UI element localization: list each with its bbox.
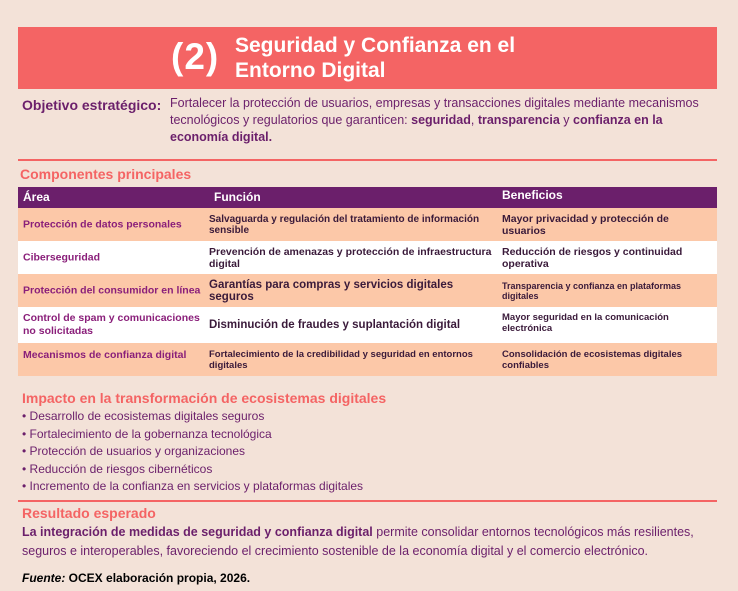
row-area: Protección de datos personales [23,218,182,230]
row-beneficios: Transparencia y confianza en plataformas digitales [502,280,682,301]
table-row [18,343,717,376]
result-title: Resultado esperado [22,505,156,521]
source-text: OCEX elaboración propia, 2026. [65,571,251,585]
result-bold: La integración de medidas de seguridad y confianza digital [22,525,373,539]
table-row [18,307,717,343]
row-funcion: Fortalecimiento de la credibilidad y seguridad en entornos digitales [209,348,473,371]
objective-text-plain: Fortalecer la protección de usuarios, empresas y transacciones digitales mediante mecanismos tecnológicos y regulatorios que garanticen: [170,96,699,127]
source-label: Fuente: [22,571,66,585]
table-header [18,187,717,208]
list-item: • Fortalecimiento de la gobernanza tecnológica [22,426,363,444]
list-item: • Reducción de riesgos cibernéticos [22,461,363,479]
objective-sep-2: y [559,113,574,127]
result-body: permite consolidar entornos tecnológicos más resilientes, seguros e interoperables, favoreciendo el crecimiento sostenible de la economía digital y el comercio electrónico. [22,525,694,558]
row-area: Control de spam y comunicaciones no solicitadas [23,312,200,337]
source-note [22,571,250,585]
row-funcion: Salvaguarda y regulación del tratamiento de información sensible [209,213,480,236]
row-beneficios: Mayor seguridad en la comunicación electrónica [502,312,669,334]
row-area: Ciberseguridad [23,251,101,263]
objective-bold-transparency: transparencia [477,113,560,127]
row-beneficios: Consolidación de ecosistemas digitales confiables [502,348,683,371]
result-text [22,523,722,560]
row-beneficios: Mayor privacidad y protección de usuarios [502,212,669,237]
table-row [18,241,717,274]
objective-sep-1: , [470,113,478,127]
objective-bold-security: seguridad [411,113,471,127]
table-row [18,208,717,241]
title-banner [18,27,717,89]
row-area: Protección del consumidor en línea [23,284,201,296]
impact-title: Impacto en la transformación de ecosistemas digitales [22,390,387,406]
divider [18,159,717,161]
row-funcion: Garantías para compras y servicios digitales seguros [209,278,454,303]
header-area: Área [23,190,50,204]
page-title: Seguridad y Confianza en el Entorno Digital [235,34,516,82]
row-area: Mecanismos de confianza digital [23,349,187,361]
header-funcion: Función [214,190,261,204]
divider [18,500,717,502]
components-title: Componentes principales [20,166,192,182]
row-beneficios: Reducción de riesgos y continuidad operativa [502,245,683,270]
table-row [18,274,717,307]
list-item: • Incremento de la confianza en servicios y plataformas digitales [22,478,363,496]
objective-bold-trust: confianza en la economía digital. [170,113,663,144]
impact-list [22,408,363,496]
section-number: (2) [171,36,220,77]
header-beneficios: Beneficios [502,188,563,202]
objective-label: Objetivo estratégico: [22,97,162,113]
row-funcion: Disminución de fraudes y suplantación digital [209,319,461,331]
objective-text [170,95,715,146]
list-item: • Protección de usuarios y organizaciones [22,443,363,461]
list-item: • Desarrollo de ecosistemas digitales seguros [22,408,363,426]
row-funcion: Prevención de amenazas y protección de infraestructura digital [209,245,492,270]
components-table [18,187,717,376]
